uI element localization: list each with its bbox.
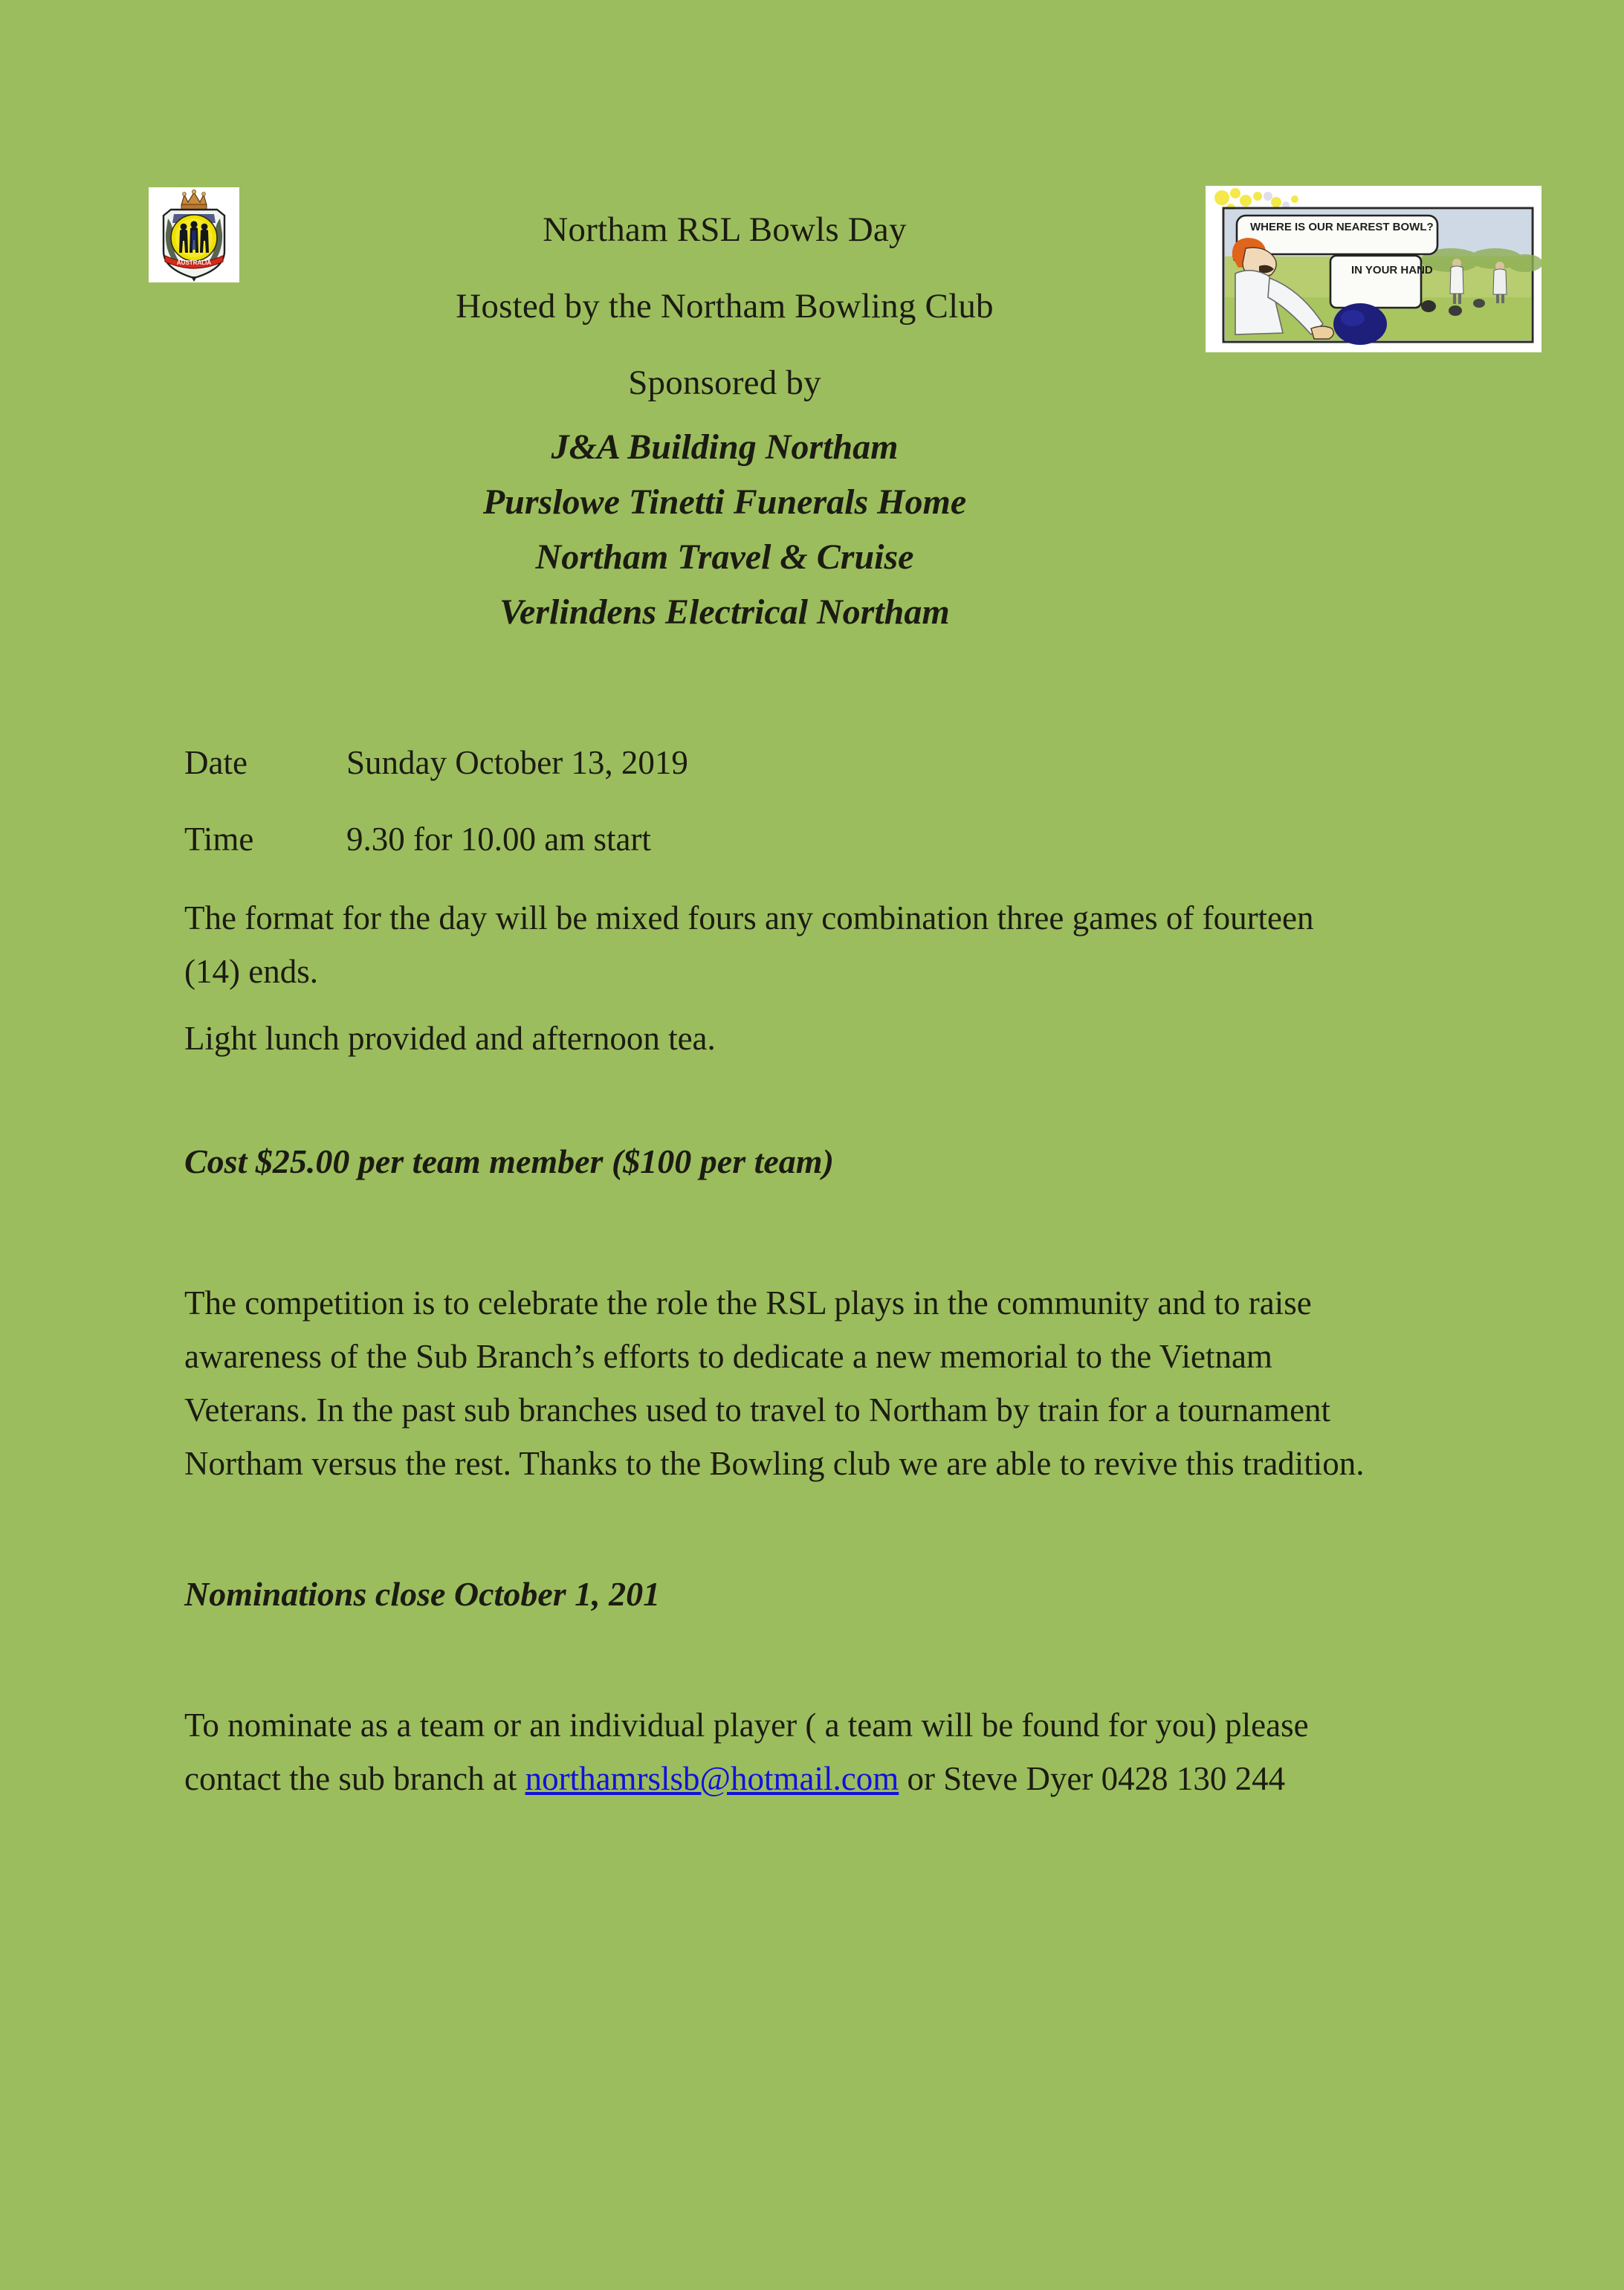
nominations-close-line: Nominations close October 1, 201 xyxy=(184,1575,661,1613)
format-paragraph: The format for the day will be mixed fours any combination three games of fourteen (14) ends. xyxy=(184,899,1314,990)
time-value: 9.30 for 10.00 am start xyxy=(346,821,651,858)
about-paragraph: The competition is to celebrate the role the RSL plays in the community and to raise awareness of the Sub Branch’s efforts to dedicate a new memorial to the Vietnam Veterans. In the past sub branches used to travel to Northam by train for a tournament Northam versus the rest. Thanks to the Bowling club we are able to revive this tradition. xyxy=(184,1284,1365,1482)
time-label: Time xyxy=(184,821,254,858)
contact-suffix: or Steve Dyer 0428 130 244 xyxy=(899,1760,1286,1797)
cartoon-speech-1: WHERE IS OUR NEAREST BOWL? xyxy=(1250,221,1434,233)
title-line-1: Northam RSL Bowls Day xyxy=(543,210,907,249)
date-row xyxy=(184,725,1448,801)
flyer-header xyxy=(0,0,1624,654)
lunch-paragraph: Light lunch provided and afternoon tea. xyxy=(184,1020,716,1057)
time-row xyxy=(184,801,1448,878)
title-line-2: Hosted by the Northam Bowling Club xyxy=(456,287,994,326)
badge-banner-text: AUSTRALIA xyxy=(176,259,212,266)
sponsor-list xyxy=(245,420,1204,640)
cartoon-speech-2: IN YOUR HAND xyxy=(1351,264,1433,276)
rsl-badge-graphic xyxy=(149,187,239,282)
lawn-bowls-cartoon-graphic xyxy=(1206,186,1541,352)
sponsor-item-1: J&A Building Northam xyxy=(551,427,899,467)
nominate-instructions xyxy=(184,1698,1403,1805)
email-link[interactable]: northamrslsb@hotmail.com xyxy=(525,1760,899,1797)
rsl-badge xyxy=(149,187,239,282)
title-line-3: Sponsored by xyxy=(628,363,821,402)
cost-line: Cost $25.00 per team member ($100 per team) xyxy=(184,1142,834,1180)
date-label: Date xyxy=(184,744,248,781)
flyer-body xyxy=(184,725,1448,1805)
sponsor-item-4: Verlindens Electrical Northam xyxy=(499,592,950,632)
lawn-bowls-cartoon xyxy=(1206,186,1541,352)
sponsor-item-3: Northam Travel & Cruise xyxy=(535,537,914,577)
nominate-instructions-prefix: To nominate as a team or an individual player ( a team will be found for you) please contact the sub branch at xyxy=(184,1707,1309,1797)
title-block xyxy=(245,192,1204,421)
sponsor-item-2: Purslowe Tinetti Funerals Home xyxy=(482,482,967,522)
date-value: Sunday October 13, 2019 xyxy=(346,744,688,781)
